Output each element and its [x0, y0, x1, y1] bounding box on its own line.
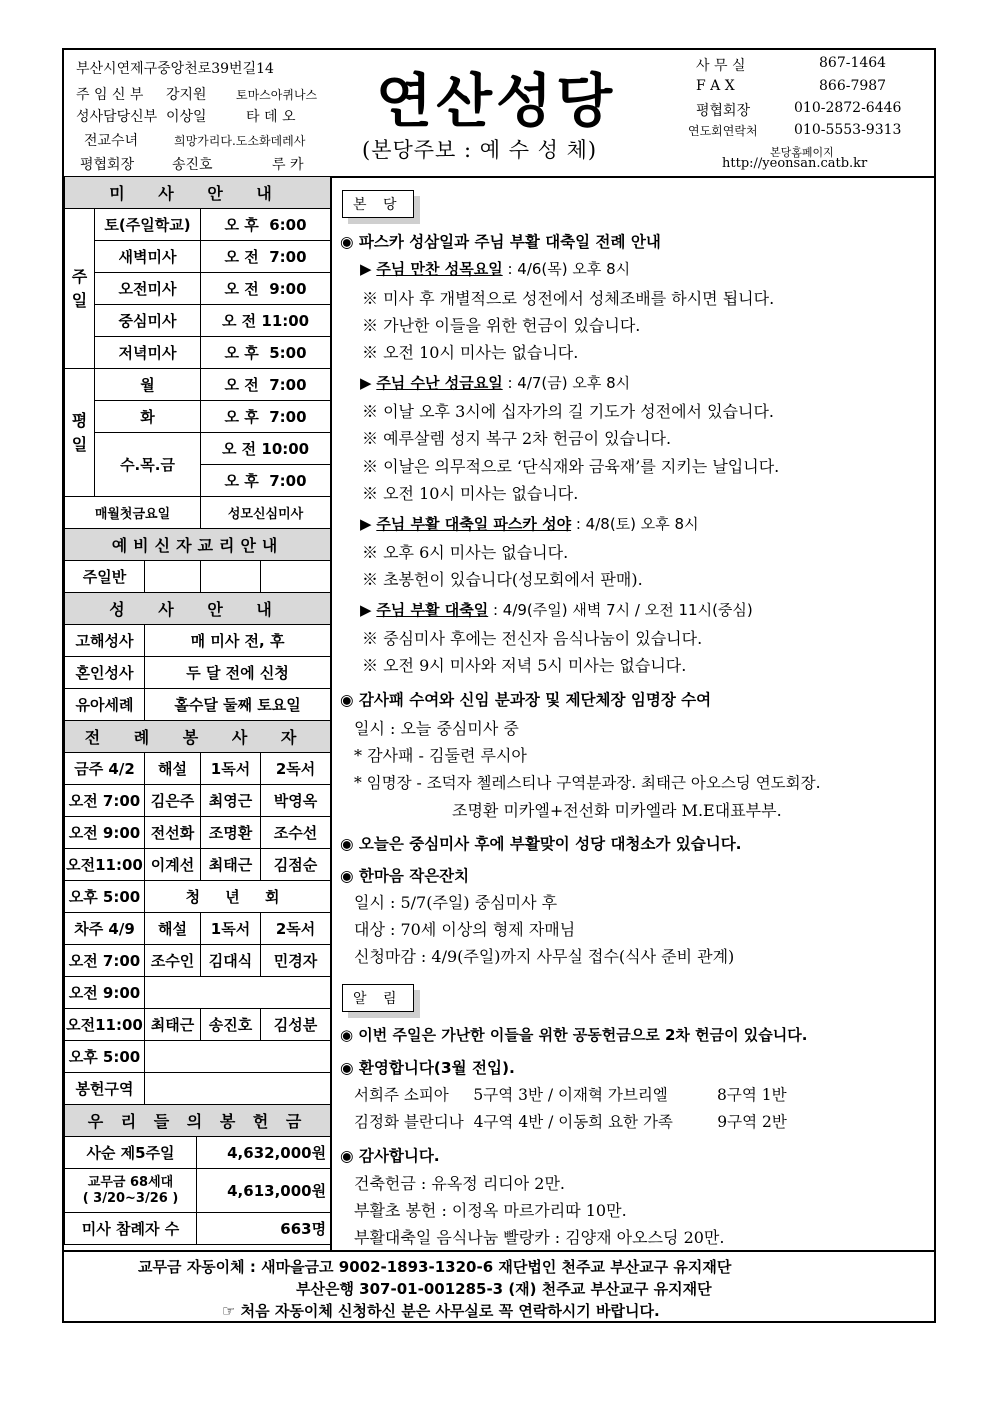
- sacrament-name: 혼인성사: [65, 657, 145, 689]
- welcome-row: 김정화 블란디나 4구역 4반 / 이동희 요한 가족 9구역 2반: [354, 1113, 787, 1131]
- announcement-item: ▶ 주님 부활 대축일 : 4/9(주일) 새벽 7시 / 오전 11시(중심): [360, 601, 753, 619]
- mass-name: 화: [95, 401, 201, 433]
- bulletin-header: [64, 50, 934, 178]
- council-phone-label: 평협회장: [696, 103, 751, 119]
- bulletin-frame: [62, 48, 936, 1323]
- office-label: 사 무 실: [696, 58, 746, 74]
- contact-phone: 010-5553-9313: [794, 122, 902, 138]
- announcement-heading: ◉ 한마음 작은잔치: [340, 867, 470, 885]
- catechumen-cell: [201, 561, 261, 593]
- thanks-row: 건축헌금 : 유옥정 리디아 2만.: [354, 1174, 566, 1193]
- announcement-detail: * 감사패 - 김둘련 루시아: [354, 746, 527, 765]
- transfer-line-2: 부산은행 307-01-001285-3 (재) 천주교 부산교구 유지재단: [296, 1280, 712, 1298]
- catechumen-cell: [261, 561, 331, 593]
- server-name: 김점순: [261, 849, 331, 881]
- announcement-detail: 일시 : 오늘 중심미사 중: [354, 719, 519, 738]
- mass-time: 오 전 7:00: [201, 369, 331, 401]
- server-name: 조수인: [145, 945, 201, 977]
- parish-address: 부산시연제구중앙천로39번길14: [76, 61, 274, 77]
- server-name: 송진호: [201, 1009, 261, 1041]
- announcement-detail: * 임명장 - 조덕자 첼레스티나 구역분과장. 최태근 아오스딩 연도회장.: [354, 774, 821, 792]
- welcome-row: 서희주 소피아 5구역 3반 / 이재혁 가브리엘 8구역 1반: [354, 1086, 787, 1104]
- transfer-line-1: 교무금 자동이체 : 새마을금고 9002-1893-1320-6 재단법인 천주교 부산교구 유지재단: [138, 1258, 732, 1276]
- homepage-label: 본당홈페이지: [770, 146, 834, 159]
- server-time: 오전 9:00: [65, 977, 145, 1009]
- council-line: 평협회장 송진호 루 카: [80, 157, 304, 173]
- parish-tag: 본 당: [342, 190, 414, 218]
- announcement-heading: ◉ 파스카 성삼일과 주님 부활 대축일 전례 안내: [340, 233, 661, 251]
- mass-name: 새벽미사: [95, 241, 201, 273]
- server-name: 최영근: [201, 785, 261, 817]
- mass-time: 오 전 10:00: [201, 433, 331, 465]
- announcement-note: ※ 미사 후 개별적으로 성전에서 성체조배를 하시면 됩니다.: [362, 289, 775, 308]
- announcement-heading: ◉ 오늘은 중심미사 후에 부활맞이 성당 대청소가 있습니다.: [340, 835, 742, 853]
- pastor-line: 주 임 신 부 강지원 토마스아퀴나스: [76, 87, 318, 103]
- announcement-detail: 대상 : 70세 이상의 형제 자매님: [354, 920, 576, 939]
- sacrament-value: 홀수달 둘째 토요일: [145, 689, 331, 721]
- mass-time: 오 후 7:00: [201, 465, 331, 497]
- announcement-heading: ◉ 이번 주일은 가난한 이들을 위한 공동헌금으로 2차 헌금이 있습니다.: [340, 1026, 808, 1044]
- role-header: 2독서: [261, 753, 331, 785]
- announcement-note: ※ 예루살렘 성지 복구 2차 헌금이 있습니다.: [362, 429, 672, 448]
- week-label: 차주 4/9: [65, 913, 145, 945]
- server-time: 오후 5:00: [65, 1041, 145, 1073]
- mass-time: 성모신심미사: [201, 497, 331, 529]
- fax-number: 866-7987: [819, 78, 887, 94]
- server-name: 민경자: [261, 945, 331, 977]
- server-time: 오전11:00: [65, 1009, 145, 1041]
- council-phone: 010-2872-6446: [794, 100, 902, 116]
- thanks-row: 부활초 봉헌 : 이정옥 마르가리따 10만.: [354, 1201, 627, 1220]
- announcement-note: ※ 이날 오후 3시에 십자가의 길 기도가 성전에서 있습니다.: [362, 402, 774, 421]
- sacrament-value: 매 미사 전, 후: [145, 625, 331, 657]
- role-header: 해설: [145, 753, 201, 785]
- announcement-note: ※ 가난한 이들을 위한 헌금이 있습니다.: [362, 316, 641, 335]
- server-name: 최태근: [145, 1009, 201, 1041]
- catechumen-cell: [145, 561, 201, 593]
- transfer-line-3: ☞ 처음 자동이체 신청하신 분은 사무실로 꼭 연락하시기 바랍니다.: [222, 1302, 660, 1320]
- announcement-item: ▶ 주님 수난 성금요일 : 4/7(금) 오후 8시: [360, 374, 631, 392]
- server-time: 오전11:00: [65, 849, 145, 881]
- offering-value: 663명: [197, 1213, 331, 1245]
- homepage-url[interactable]: http://yeonsan.catb.kr: [722, 156, 868, 171]
- announcement-note: ※ 오전 10시 미사는 없습니다.: [362, 484, 579, 503]
- notice-tag: 알 림: [342, 984, 414, 1012]
- offering-name: 사순 제5주일: [65, 1137, 197, 1169]
- fax-label: F A X: [696, 78, 735, 94]
- announcement-note: ※ 오전 10시 미사는 없습니다.: [362, 343, 579, 362]
- role-header: 1독서: [201, 753, 261, 785]
- server-group: 청 년 회: [145, 881, 331, 913]
- weekday-label: 평일: [65, 369, 95, 497]
- mass-name: 중심미사: [95, 305, 201, 337]
- catechumen-class: 주일반: [65, 561, 145, 593]
- announcement-note: ※ 초봉헌이 있습니다(성모회에서 판매).: [362, 570, 643, 589]
- week-label: 금주 4/2: [65, 753, 145, 785]
- bulletin-subtitle: (본당주보 : 예 수 성 체): [362, 138, 598, 162]
- offering-title: 우 리 들 의 봉 헌 금: [65, 1105, 331, 1137]
- offering-value: 4,632,000원: [197, 1137, 331, 1169]
- announcement-item: ▶ 주님 만찬 성목요일 : 4/6(목) 오후 8시: [360, 260, 631, 278]
- server-name: 박영옥: [261, 785, 331, 817]
- role-header: 2독서: [261, 913, 331, 945]
- server-name: 김성분: [261, 1009, 331, 1041]
- mass-time: 오 전 7:00: [201, 241, 331, 273]
- mass-title: 미 사 안 내: [65, 177, 331, 209]
- mass-name: 월: [95, 369, 201, 401]
- server-time: 오후 5:00: [65, 881, 145, 913]
- announcement-heading: ◉ 감사합니다.: [340, 1147, 440, 1165]
- mass-name: 수.목.금: [95, 433, 201, 497]
- server-name: 김대식: [201, 945, 261, 977]
- thanks-row: 부활대축일 음식나눔 빨랑카 : 김양재 아오스딩 20만.: [354, 1228, 725, 1247]
- role-header: 1독서: [201, 913, 261, 945]
- left-info-column: [64, 176, 332, 1250]
- offering-name: 미사 참례자 수: [65, 1213, 197, 1245]
- server-time: 오전 9:00: [65, 817, 145, 849]
- catechumen-title: 예비신자교리안내: [65, 529, 331, 561]
- mass-name: 저녁미사: [95, 337, 201, 369]
- announcement-detail: 일시 : 5/7(주일) 중심미사 후: [354, 893, 558, 912]
- servers-title: 전 례 봉 사 자: [65, 721, 331, 753]
- announcement-heading: ◉ 감사패 수여와 신임 분과장 및 제단체장 임명장 수여: [340, 691, 712, 709]
- sacrament-name: 유아세례: [65, 689, 145, 721]
- role-header: 해설: [145, 913, 201, 945]
- sacrament-value: 두 달 전에 신청: [145, 657, 331, 689]
- offering-name: 교무금 68세대 ( 3/20~3/26 ): [65, 1169, 197, 1213]
- sacrament-name: 고해성사: [65, 625, 145, 657]
- announcement-detail: 신청마감 : 4/9(주일)까지 사무실 접수(식사 준비 관계): [354, 947, 735, 966]
- server-time: 오전 7:00: [65, 945, 145, 977]
- server-name: 김은주: [145, 785, 201, 817]
- parish-title: 연산성당: [376, 67, 617, 135]
- announcement-note: ※ 중심미사 후에는 전신자 음식나눔이 있습니다.: [362, 629, 703, 648]
- nun-line: 전교수녀 희망가리다.도소화데레사: [84, 133, 306, 149]
- sacrament-title: 성 사 안 내: [65, 593, 331, 625]
- announcement-note: ※ 이날은 의무적으로 ‘단식재와 금육재’를 지키는 날입니다.: [362, 457, 780, 476]
- server-time: 오전 7:00: [65, 785, 145, 817]
- announcement-note: ※ 오전 9시 미사와 저녁 5시 미사는 없습니다.: [362, 656, 687, 675]
- mass-name: 매월첫금요일: [65, 497, 201, 529]
- mass-time: 오 전 11:00: [201, 305, 331, 337]
- mass-time: 오 후 7:00: [201, 401, 331, 433]
- server-name: 전선화: [145, 817, 201, 849]
- announcements-column: [332, 176, 934, 1250]
- mass-time: 오 후 5:00: [201, 337, 331, 369]
- server-name: 최태근: [201, 849, 261, 881]
- announcement-note: ※ 오후 6시 미사는 없습니다.: [362, 543, 569, 562]
- server-name: 이계선: [145, 849, 201, 881]
- mass-time: 오 후 6:00: [201, 209, 331, 241]
- server-name: 조명환: [201, 817, 261, 849]
- announcement-item: ▶ 주님 부활 대축일 파스카 성야 : 4/8(토) 오후 8시: [360, 515, 699, 533]
- announcement-detail: 조명환 미카엘+전선화 미카엘라 M.E대표부부.: [452, 801, 782, 820]
- offering-value: 4,613,000원: [197, 1169, 331, 1213]
- server-name: 조수선: [261, 817, 331, 849]
- server-name: [145, 1041, 331, 1073]
- mass-time: 오 전 9:00: [201, 273, 331, 305]
- bulletin-footer: [64, 1250, 934, 1323]
- server-name: [145, 977, 331, 1009]
- sunday-label: 주일: [65, 209, 95, 369]
- offering-area-value: [145, 1073, 331, 1105]
- announcement-heading: ◉ 환영합니다(3월 전입).: [340, 1059, 515, 1077]
- offering-area-label: 봉헌구역: [65, 1073, 145, 1105]
- mass-name: 토(주일학교): [95, 209, 201, 241]
- info-table: [64, 176, 331, 1245]
- mass-name: 오전미사: [95, 273, 201, 305]
- contact-label: 연도회연락처: [688, 124, 758, 138]
- office-phone: 867-1464: [819, 55, 887, 71]
- assistant-line: 성사담당신부 이상일 타 데 오: [76, 109, 296, 125]
